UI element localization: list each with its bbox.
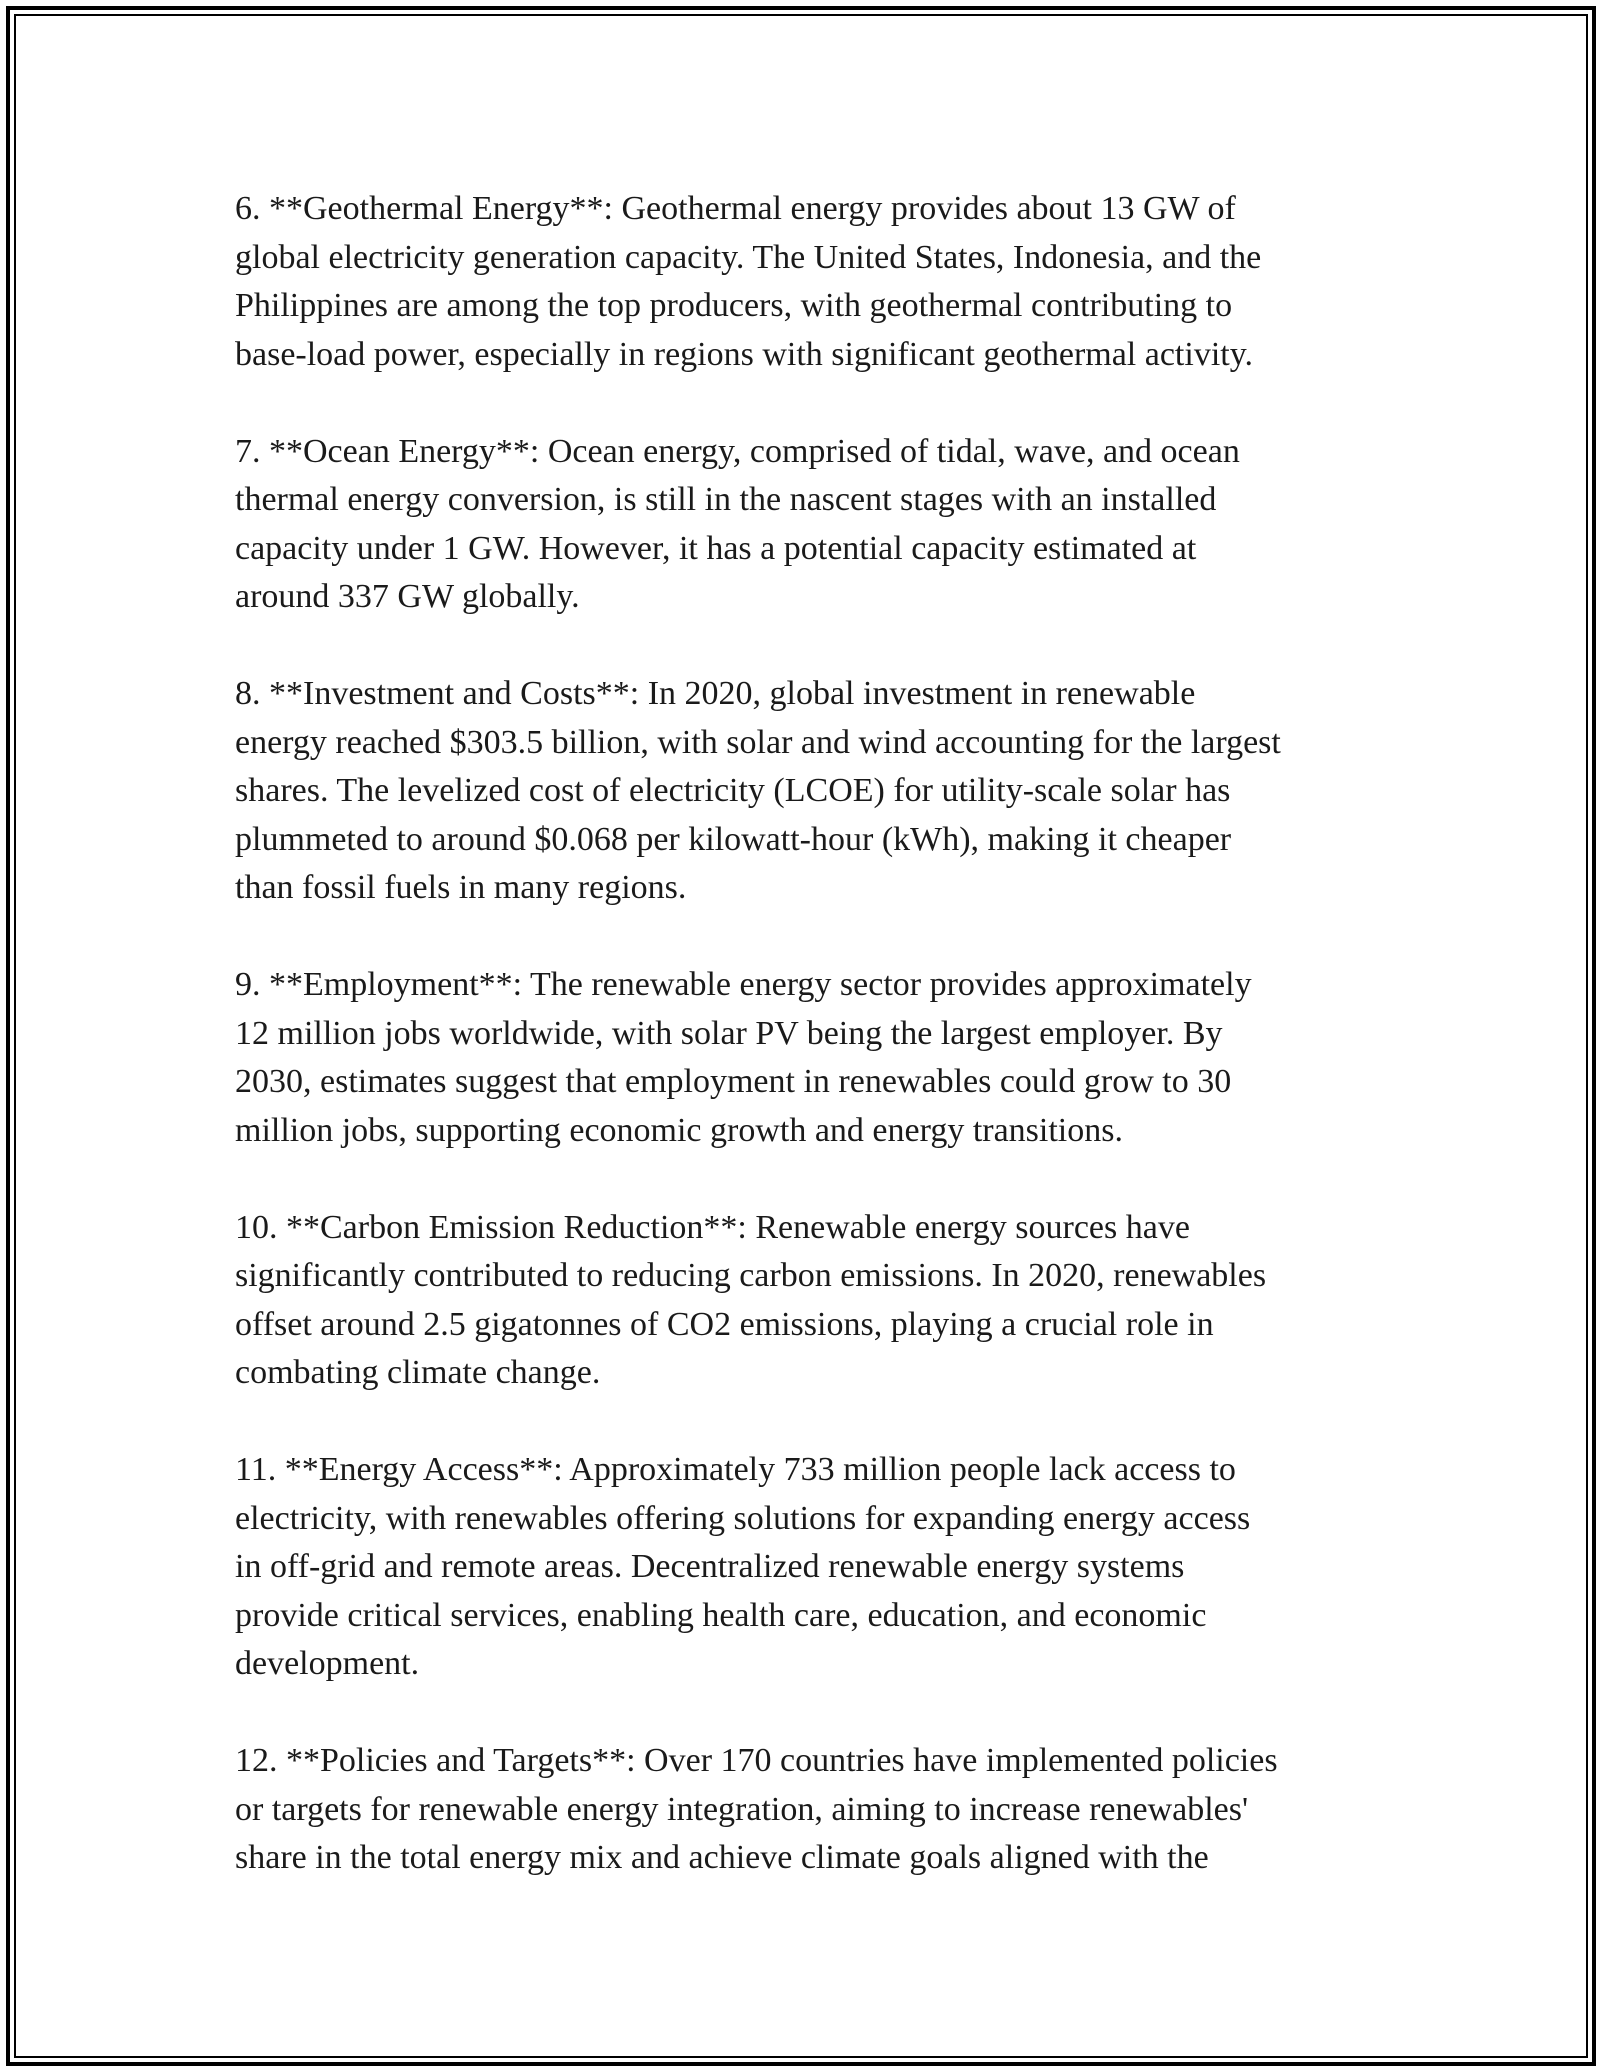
paragraph-policies-and-targets: 12. **Policies and Targets**: Over 170 countries have implemented policies or targets for renewable energy integration, aiming to increase renewables' share in the total energy mix and achieve climate goals aligned with the — [235, 1742, 1278, 1876]
paragraph-carbon-emission-reduction: 10. **Carbon Emission Reduction**: Renewable energy sources have significantly contributed to reducing carbon emissions. In 2020, renewables offset around 2.5 gigatonnes of CO2 emissions, playing a crucial role in combating climate change. — [235, 1208, 1267, 1391]
paragraph-employment: 9. **Employment**: The renewable energy sector provides approximately 12 million jobs worldwide, with solar PV being the largest employer. By 2030, estimates suggest that employment in renewables could grow to 30 million jobs, supporting economic growth and energy transitions. — [235, 966, 1252, 1149]
paragraph-investment-and-costs: 8. **Investment and Costs**: In 2020, global investment in renewable energy reached $303.5 billion, with solar and wind accounting for the largest shares. The levelized cost of electricity (LCOE) for utility-scale solar has plummeted to around $0.068 per kilowatt-hour (kWh), making it cheaper than fossil fuels in many regions. — [235, 675, 1281, 906]
document-body — [235, 185, 1395, 1883]
paragraph-energy-access: 11. **Energy Access**: Approximately 733 million people lack access to electricity, with renewables offering solutions for expanding energy access in off-grid and remote areas. Decentralized renewable energy systems provide critical services, enabling health care, education, and economic development. — [235, 1451, 1251, 1682]
paragraph-ocean-energy: 7. **Ocean Energy**: Ocean energy, comprised of tidal, wave, and ocean thermal energy conversion, is still in the nascent stages with an installed capacity under 1 GW. However, it has a potential capacity estimated at around 337 GW globally. — [235, 432, 1240, 615]
paragraph-geothermal-energy: 6. **Geothermal Energy**: Geothermal energy provides about 13 GW of global electricity generation capacity. The United States, Indonesia, and the Philippines are among the top producers, with geothermal contributing to base-load power, especially in regions with significant geothermal activity. — [235, 190, 1262, 373]
